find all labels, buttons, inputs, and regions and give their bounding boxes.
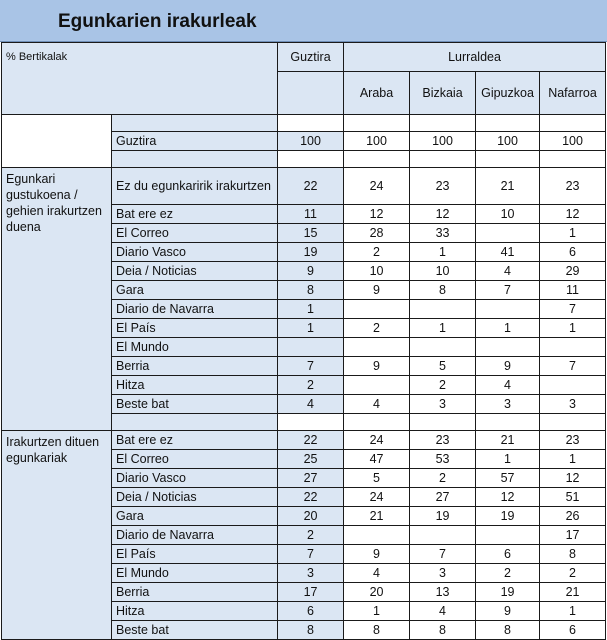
value-cell: 9 bbox=[344, 357, 410, 376]
value-cell: 2 bbox=[344, 243, 410, 262]
row-label: Hitza bbox=[112, 376, 278, 395]
value-cell: 22 bbox=[278, 431, 344, 450]
value-cell: 21 bbox=[540, 583, 606, 602]
value-cell: 27 bbox=[410, 488, 476, 507]
value-cell: 3 bbox=[410, 395, 476, 414]
value-cell: 8 bbox=[278, 281, 344, 300]
corner-label: % Bertikalak bbox=[2, 43, 278, 115]
value-cell: 2 bbox=[410, 376, 476, 395]
value-cell: 100 bbox=[410, 132, 476, 151]
spacer-cell bbox=[112, 414, 278, 431]
row-label: Bat ere ez bbox=[112, 431, 278, 450]
section-label: Egunkari gustukoena / gehien irakurtzen duena bbox=[2, 168, 112, 431]
value-cell: 10 bbox=[476, 205, 540, 224]
value-cell: 1 bbox=[344, 602, 410, 621]
region-header-nafarroa: Nafarroa bbox=[540, 72, 606, 115]
value-cell: 7 bbox=[540, 357, 606, 376]
value-cell: 1 bbox=[540, 602, 606, 621]
region-header-gipuzkoa: Gipuzkoa bbox=[476, 72, 540, 115]
spacer-cell bbox=[112, 151, 278, 168]
value-cell: 23 bbox=[410, 168, 476, 205]
value-cell: 4 bbox=[410, 602, 476, 621]
value-cell: 11 bbox=[540, 281, 606, 300]
row-label: Bat ere ez bbox=[112, 205, 278, 224]
value-cell: 10 bbox=[344, 262, 410, 281]
row-label: Guztira bbox=[112, 132, 278, 151]
value-cell: 20 bbox=[278, 507, 344, 526]
value-cell: 7 bbox=[278, 545, 344, 564]
spacer-row bbox=[2, 115, 606, 132]
spacer-cell bbox=[112, 115, 278, 132]
value-cell bbox=[344, 300, 410, 319]
row-label: El País bbox=[112, 545, 278, 564]
value-cell: 8 bbox=[344, 621, 410, 640]
value-cell: 19 bbox=[278, 243, 344, 262]
value-cell: 4 bbox=[344, 395, 410, 414]
spacer-cell bbox=[344, 115, 410, 132]
value-cell: 28 bbox=[344, 224, 410, 243]
value-cell: 13 bbox=[410, 583, 476, 602]
value-cell: 2 bbox=[278, 526, 344, 545]
value-cell: 9 bbox=[476, 357, 540, 376]
spacer-cell bbox=[476, 414, 540, 431]
value-cell: 2 bbox=[410, 469, 476, 488]
value-cell: 23 bbox=[540, 168, 606, 205]
value-cell: 25 bbox=[278, 450, 344, 469]
total-column-subheader bbox=[278, 72, 344, 115]
region-group-header: Lurraldea bbox=[344, 43, 606, 72]
value-cell: 9 bbox=[278, 262, 344, 281]
spacer-cell bbox=[540, 151, 606, 168]
value-cell: 17 bbox=[278, 583, 344, 602]
value-cell: 1 bbox=[540, 319, 606, 338]
value-cell: 9 bbox=[476, 602, 540, 621]
value-cell bbox=[410, 338, 476, 357]
value-cell: 21 bbox=[344, 507, 410, 526]
spacer-cell bbox=[540, 115, 606, 132]
value-cell: 6 bbox=[476, 545, 540, 564]
value-cell: 8 bbox=[410, 621, 476, 640]
value-cell: 21 bbox=[476, 431, 540, 450]
value-cell: 7 bbox=[476, 281, 540, 300]
value-cell: 2 bbox=[278, 376, 344, 395]
spacer-cell bbox=[410, 414, 476, 431]
row-label: Gara bbox=[112, 507, 278, 526]
row-label: Deia / Noticias bbox=[112, 488, 278, 507]
value-cell: 22 bbox=[278, 488, 344, 507]
value-cell: 20 bbox=[344, 583, 410, 602]
value-cell bbox=[540, 338, 606, 357]
value-cell: 12 bbox=[410, 205, 476, 224]
row-label: El Mundo bbox=[112, 564, 278, 583]
value-cell bbox=[278, 338, 344, 357]
value-cell bbox=[344, 526, 410, 545]
spacer-cell bbox=[278, 414, 344, 431]
value-cell: 100 bbox=[344, 132, 410, 151]
value-cell: 47 bbox=[344, 450, 410, 469]
value-cell: 4 bbox=[344, 564, 410, 583]
value-cell: 7 bbox=[410, 545, 476, 564]
value-cell: 3 bbox=[476, 395, 540, 414]
value-cell: 1 bbox=[410, 319, 476, 338]
value-cell: 1 bbox=[278, 300, 344, 319]
value-cell: 51 bbox=[540, 488, 606, 507]
spacer-cell bbox=[344, 414, 410, 431]
value-cell: 100 bbox=[278, 132, 344, 151]
value-cell: 12 bbox=[540, 469, 606, 488]
page-title: Egunkarien irakurleak bbox=[0, 0, 607, 42]
spacer-cell bbox=[278, 115, 344, 132]
value-cell bbox=[344, 376, 410, 395]
spacer-cell bbox=[344, 151, 410, 168]
value-cell: 10 bbox=[410, 262, 476, 281]
spacer-cell bbox=[540, 414, 606, 431]
value-cell: 4 bbox=[278, 395, 344, 414]
spacer-cell bbox=[410, 151, 476, 168]
row-label: Beste bat bbox=[112, 395, 278, 414]
value-cell: 12 bbox=[344, 205, 410, 224]
total-column-header: Guztira bbox=[278, 43, 344, 72]
value-cell: 57 bbox=[476, 469, 540, 488]
value-cell: 100 bbox=[540, 132, 606, 151]
value-cell bbox=[476, 338, 540, 357]
value-cell: 27 bbox=[278, 469, 344, 488]
spacer-cell bbox=[476, 115, 540, 132]
value-cell: 53 bbox=[410, 450, 476, 469]
value-cell: 1 bbox=[476, 319, 540, 338]
value-cell: 24 bbox=[344, 488, 410, 507]
value-cell bbox=[476, 224, 540, 243]
value-cell: 1 bbox=[540, 450, 606, 469]
value-cell: 2 bbox=[476, 564, 540, 583]
value-cell: 1 bbox=[540, 224, 606, 243]
spacer-cell bbox=[410, 115, 476, 132]
value-cell: 12 bbox=[540, 205, 606, 224]
value-cell: 6 bbox=[540, 243, 606, 262]
row-label: El Correo bbox=[112, 224, 278, 243]
value-cell: 24 bbox=[344, 431, 410, 450]
value-cell: 15 bbox=[278, 224, 344, 243]
row-label: Berria bbox=[112, 357, 278, 376]
value-cell: 26 bbox=[540, 507, 606, 526]
row-label: Gara bbox=[112, 281, 278, 300]
value-cell: 1 bbox=[476, 450, 540, 469]
value-cell: 4 bbox=[476, 376, 540, 395]
value-cell bbox=[410, 526, 476, 545]
row-label: Hitza bbox=[112, 602, 278, 621]
table-row bbox=[2, 168, 606, 205]
section-label: Irakurtzen dituen egunkariak bbox=[2, 431, 112, 640]
value-cell bbox=[476, 300, 540, 319]
row-label: Beste bat bbox=[112, 621, 278, 640]
value-cell: 21 bbox=[476, 168, 540, 205]
readers-table bbox=[1, 42, 606, 640]
value-cell: 19 bbox=[410, 507, 476, 526]
value-cell: 3 bbox=[540, 395, 606, 414]
value-cell bbox=[540, 376, 606, 395]
row-label: Diario Vasco bbox=[112, 243, 278, 262]
spacer-cell bbox=[476, 151, 540, 168]
value-cell: 5 bbox=[344, 469, 410, 488]
value-cell bbox=[344, 338, 410, 357]
row-label: Berria bbox=[112, 583, 278, 602]
value-cell: 3 bbox=[278, 564, 344, 583]
region-header-araba: Araba bbox=[344, 72, 410, 115]
row-label: Deia / Noticias bbox=[112, 262, 278, 281]
value-cell: 4 bbox=[476, 262, 540, 281]
section-blank-cell bbox=[2, 115, 112, 168]
row-label: El País bbox=[112, 319, 278, 338]
value-cell: 1 bbox=[410, 243, 476, 262]
value-cell: 29 bbox=[540, 262, 606, 281]
value-cell bbox=[410, 300, 476, 319]
value-cell: 2 bbox=[540, 564, 606, 583]
value-cell: 19 bbox=[476, 583, 540, 602]
row-label: El Mundo bbox=[112, 338, 278, 357]
row-label: Ez du egunkaririk irakurtzen bbox=[112, 168, 278, 205]
value-cell: 7 bbox=[278, 357, 344, 376]
row-label: Diario de Navarra bbox=[112, 300, 278, 319]
value-cell: 41 bbox=[476, 243, 540, 262]
value-cell: 22 bbox=[278, 168, 344, 205]
value-cell: 1 bbox=[278, 319, 344, 338]
value-cell bbox=[476, 526, 540, 545]
value-cell: 5 bbox=[410, 357, 476, 376]
value-cell: 8 bbox=[410, 281, 476, 300]
value-cell: 6 bbox=[540, 621, 606, 640]
value-cell: 23 bbox=[540, 431, 606, 450]
row-label: Diario Vasco bbox=[112, 469, 278, 488]
value-cell: 8 bbox=[540, 545, 606, 564]
value-cell: 6 bbox=[278, 602, 344, 621]
value-cell: 9 bbox=[344, 281, 410, 300]
value-cell: 33 bbox=[410, 224, 476, 243]
value-cell: 2 bbox=[344, 319, 410, 338]
value-cell: 12 bbox=[476, 488, 540, 507]
region-header-bizkaia: Bizkaia bbox=[410, 72, 476, 115]
spacer-cell bbox=[278, 151, 344, 168]
row-label: Diario de Navarra bbox=[112, 526, 278, 545]
value-cell: 7 bbox=[540, 300, 606, 319]
value-cell: 9 bbox=[344, 545, 410, 564]
value-cell: 24 bbox=[344, 168, 410, 205]
value-cell: 19 bbox=[476, 507, 540, 526]
value-cell: 3 bbox=[410, 564, 476, 583]
table-row bbox=[2, 431, 606, 450]
row-label: El Correo bbox=[112, 450, 278, 469]
value-cell: 11 bbox=[278, 205, 344, 224]
value-cell: 8 bbox=[476, 621, 540, 640]
value-cell: 100 bbox=[476, 132, 540, 151]
value-cell: 17 bbox=[540, 526, 606, 545]
value-cell: 23 bbox=[410, 431, 476, 450]
value-cell: 8 bbox=[278, 621, 344, 640]
